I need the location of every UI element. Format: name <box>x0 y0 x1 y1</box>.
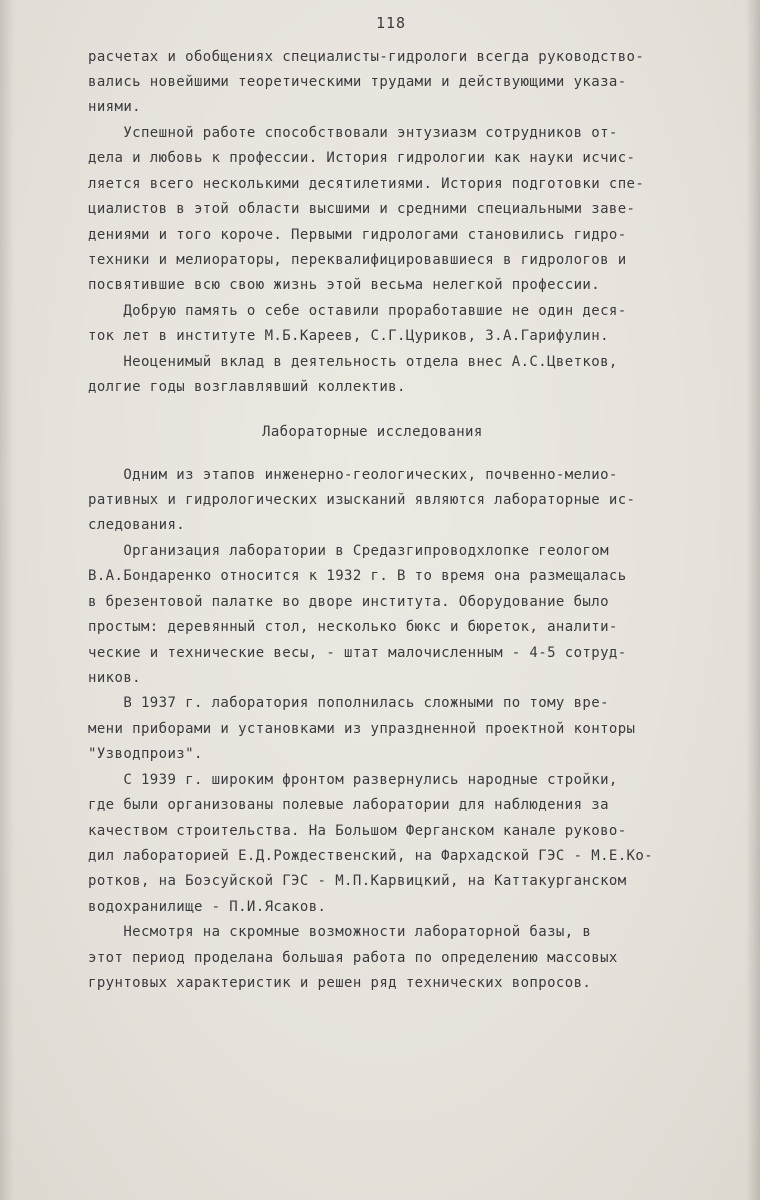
text-line: ляется всего несколькими десятилетиями. История подготовки спе- <box>88 176 645 192</box>
text-line: дела и любовь к профессии. История гидрологии как науки исчис- <box>88 150 636 166</box>
page-edge-shadow-left <box>0 0 14 1200</box>
text-line: В 1937 г. лаборатория пополнилась сложными по тому вре- <box>88 695 609 711</box>
text-line: Одним из этапов инженерно-геологических, почвенно-мелио- <box>88 467 618 483</box>
text-line: Организация лаборатории в Средазгипроводхлопке геологом <box>88 543 609 559</box>
text-line: техники и мелиораторы, переквалифицировавшиеся в гидрологов и <box>88 252 627 268</box>
text-line: ческие и технические весы, - штат малочисленным - 4-5 сотруд- <box>88 645 627 661</box>
text-line: В.А.Бондаренко относится к 1932 г. В то время она размещалась <box>88 568 627 584</box>
text-line: расчетах и обобщениях специалисты-гидрологи всегда руководство- <box>88 49 645 65</box>
page-number: 118 <box>376 14 407 32</box>
text-line: водохранилище - П.И.Ясаков. <box>88 899 327 915</box>
text-line: циалистов в этой области высшими и средними специальными заве- <box>88 201 636 217</box>
text-line: долгие годы возглавлявший коллектив. <box>88 379 406 395</box>
text-line: следования. <box>88 517 186 533</box>
text-line: ток лет в институте М.Б.Кареев, С.Г.Цуриков, З.А.Гарифулин. <box>88 328 609 344</box>
text-line: мени приборами и установками из упраздненной проектной конторы <box>88 721 636 737</box>
page-edge-shadow-right <box>746 0 760 1200</box>
section-heading: Лабораторные исследования <box>262 424 483 440</box>
text-line: ротков, на Боэсуйской ГЭС - М.П.Карвицкий, на Каттакурганском <box>88 873 627 889</box>
text-line: С 1939 г. широким фронтом развернулись народные стройки, <box>88 772 618 788</box>
text-line: дениями и того короче. Первыми гидрологами становились гидро- <box>88 227 627 243</box>
text-line: Успешной работе способствовали энтузиазм сотрудников от- <box>88 125 618 141</box>
text-line: этот период проделана большая работа по определению массовых <box>88 950 618 966</box>
text-line: посвятившие всю свою жизнь этой весьма нелегкой профессии. <box>88 277 601 293</box>
text-line: вались новейшими теоретическими трудами и действующими указа- <box>88 74 627 90</box>
text-line: Неоценимый вклад в деятельность отдела внес А.С.Цветков, <box>88 354 618 370</box>
text-line: грунтовых характеристик и решен ряд технических вопросов. <box>88 975 592 991</box>
text-line: качеством строительства. На Большом Ферганском канале руково- <box>88 823 627 839</box>
text-line: простым: деревянный стол, несколько бюкс и бюреток, аналити- <box>88 619 618 635</box>
text-line: "Узводпроиз". <box>88 746 203 762</box>
text-line: ников. <box>88 670 141 686</box>
text-line: ративных и гидрологических изысканий являются лабораторные ис- <box>88 492 636 508</box>
text-line: Добрую память о себе оставили проработавшие не один деся- <box>88 303 627 319</box>
text-line: в брезентовой палатке во дворе института. Оборудование было <box>88 594 609 610</box>
text-line: ниями. <box>88 99 141 115</box>
text-line: дил лабораторией Е.Д.Рождественский, на Фархадской ГЭС - М.Е.Ко- <box>88 848 654 864</box>
text-line: Несмотря на скромные возможности лабораторной базы, в <box>88 924 592 940</box>
text-line: где были организованы полевые лаборатории для наблюдения за <box>88 797 609 813</box>
